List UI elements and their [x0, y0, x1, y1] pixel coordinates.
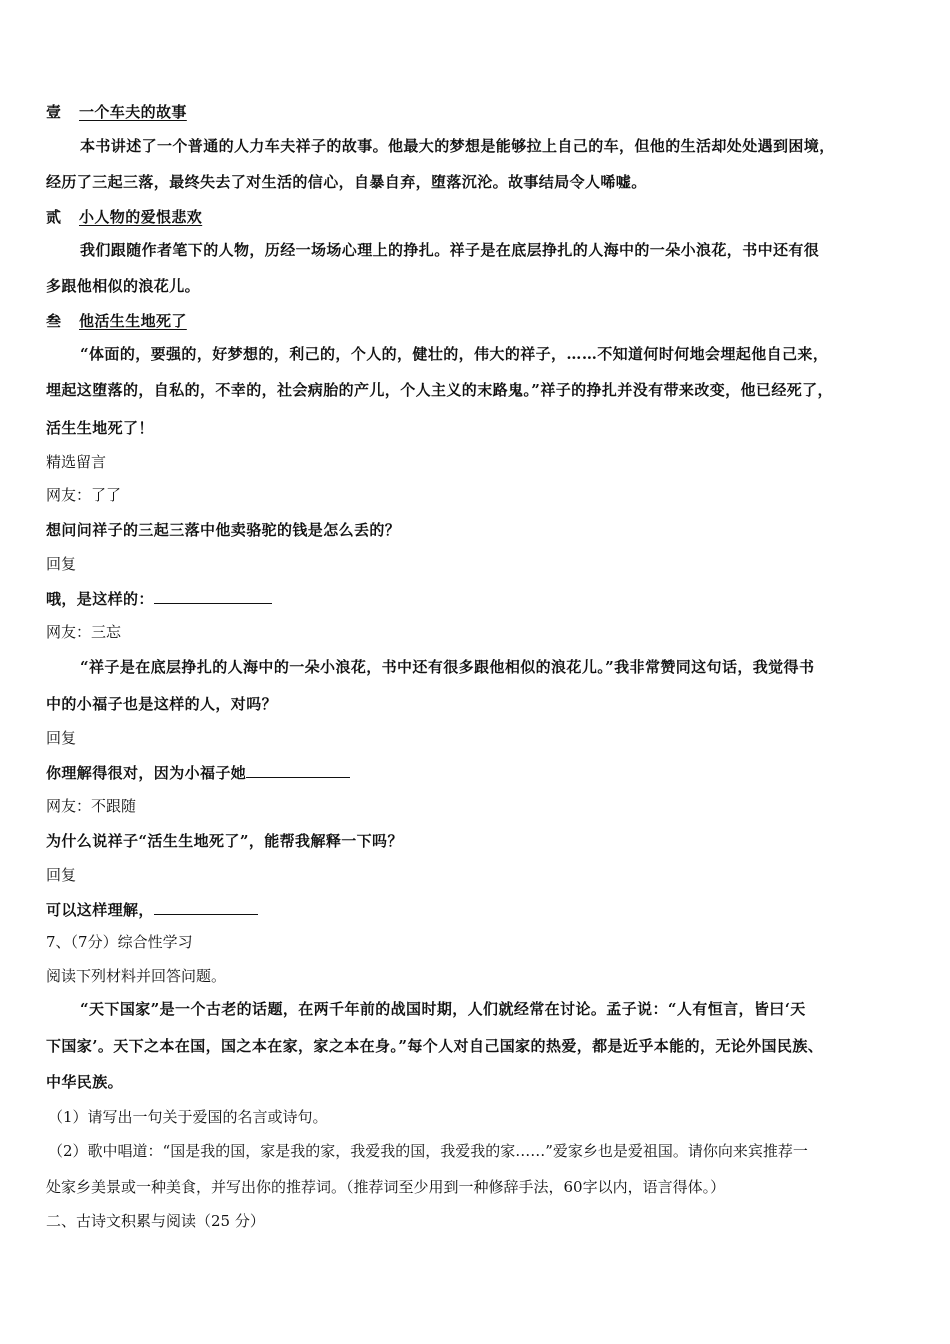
section-3-number: 叁	[46, 312, 62, 330]
section-2-number: 贰	[46, 208, 62, 226]
comment-1-user: 网友：了了	[46, 486, 122, 504]
section-1-title: 一个车夫的故事	[79, 103, 187, 121]
comment-2-reply-text: 你理解得很对，因为小福子她	[46, 764, 247, 782]
comment-3-reply-label: 回复	[46, 866, 77, 884]
question-7-sub-1: （1）请写出一句关于爱国的名言或诗句。	[48, 1108, 328, 1126]
comments-heading: 精选留言	[46, 453, 107, 471]
comment-1-reply-label: 回复	[46, 555, 77, 573]
comment-1-reply-text: 哦，是这样的：	[46, 590, 154, 608]
question-7-intro: 阅读下列材料并回答问题。	[46, 967, 227, 985]
answer-blank-3[interactable]	[154, 899, 258, 915]
comment-2-reply	[46, 762, 350, 783]
section-2-heading	[46, 207, 202, 227]
answer-blank-2[interactable]	[246, 762, 350, 778]
section-2-title: 小人物的爱恨悲欢	[79, 208, 203, 226]
comment-2-reply-label: 回复	[46, 729, 77, 747]
comment-1-text: 想问问祥子的三起三落中他卖骆驼的钱是怎么丢的？	[46, 521, 401, 539]
section-3-line-3: 活生生地死了！	[46, 419, 154, 437]
section-2-line-1: 我们跟随作者笔下的人物，历经一场场心理上的挣扎。祥子是在底层挣扎的人海中的一朵小浪花，书中还有很	[80, 241, 820, 259]
question-7-passage-line-1: “天下国家”是一个古老的话题，在两千年前的战国时期，人们就经常在讨论。孟子说：“人有恒言，皆曰‘天	[80, 1000, 806, 1018]
comment-3-text: 为什么说祥子“活生生地死了”，能帮我解释一下吗？	[46, 832, 403, 850]
question-7-passage-line-3: 中华民族。	[46, 1073, 124, 1091]
part-2-heading: 二、古诗文积累与阅读（25 分）	[46, 1212, 265, 1230]
question-7-passage-line-2: 下国家’。天下之本在国，国之本在家，家之本在身。”每个人对自己国家的热爱，都是近乎本能的，无论外国民族、	[46, 1037, 824, 1055]
question-7-sub-2-line-1: （2）歌中唱道：“国是我的国，家是我的家，我爱我的国，我爱我的家……”爱家乡也是爱祖国。请你向来宾推荐一	[48, 1142, 808, 1160]
comment-3-reply-text: 可以这样理解，	[46, 901, 154, 919]
question-7-sub-2-line-2: 处家乡美景或一种美食，并写出你的推荐词。（推荐词至少用到一种修辞手法，60字以内，语言得体。）	[46, 1178, 726, 1196]
section-3-line-1: “体面的，要强的，好梦想的，利己的，个人的，健壮的，伟大的祥子，……不知道何时何地会埋起他自己来，	[80, 345, 829, 363]
comment-2-user: 网友：三忘	[46, 623, 122, 641]
answer-blank-1[interactable]	[154, 588, 272, 604]
comment-3-user: 网友：不跟随	[46, 797, 137, 815]
comment-1-reply	[46, 588, 272, 609]
comment-2-text-line-1: “祥子是在底层挣扎的人海中的一朵小浪花，书中还有很多跟他相似的浪花儿。”我非常赞同这句话，我觉得书	[80, 658, 815, 676]
question-7-heading: 7、（7分）综合性学习	[46, 933, 193, 951]
section-3-heading	[46, 311, 187, 331]
section-1-line-1: 本书讲述了一个普通的人力车夫祥子的故事。他最大的梦想是能够拉上自己的车，但他的生活却处处遇到困境，	[80, 137, 835, 155]
section-1-line-2: 经历了三起三落，最终失去了对生活的信心，自暴自弃，堕落沉沦。故事结局令人唏嘘。	[46, 173, 647, 191]
section-1-heading	[46, 102, 187, 122]
section-3-title: 他活生生地死了	[79, 312, 187, 330]
comment-2-text-line-2: 中的小福子也是这样的人，对吗？	[46, 695, 278, 713]
section-1-number: 壹	[46, 103, 62, 121]
section-2-line-2: 多跟他相似的浪花儿。	[46, 277, 201, 295]
comment-3-reply	[46, 899, 258, 920]
section-3-line-2: 埋起这堕落的，自私的，不幸的，社会病胎的产儿，个人主义的末路鬼。”祥子的挣扎并没有带来改变，他已经死了，	[46, 381, 833, 399]
